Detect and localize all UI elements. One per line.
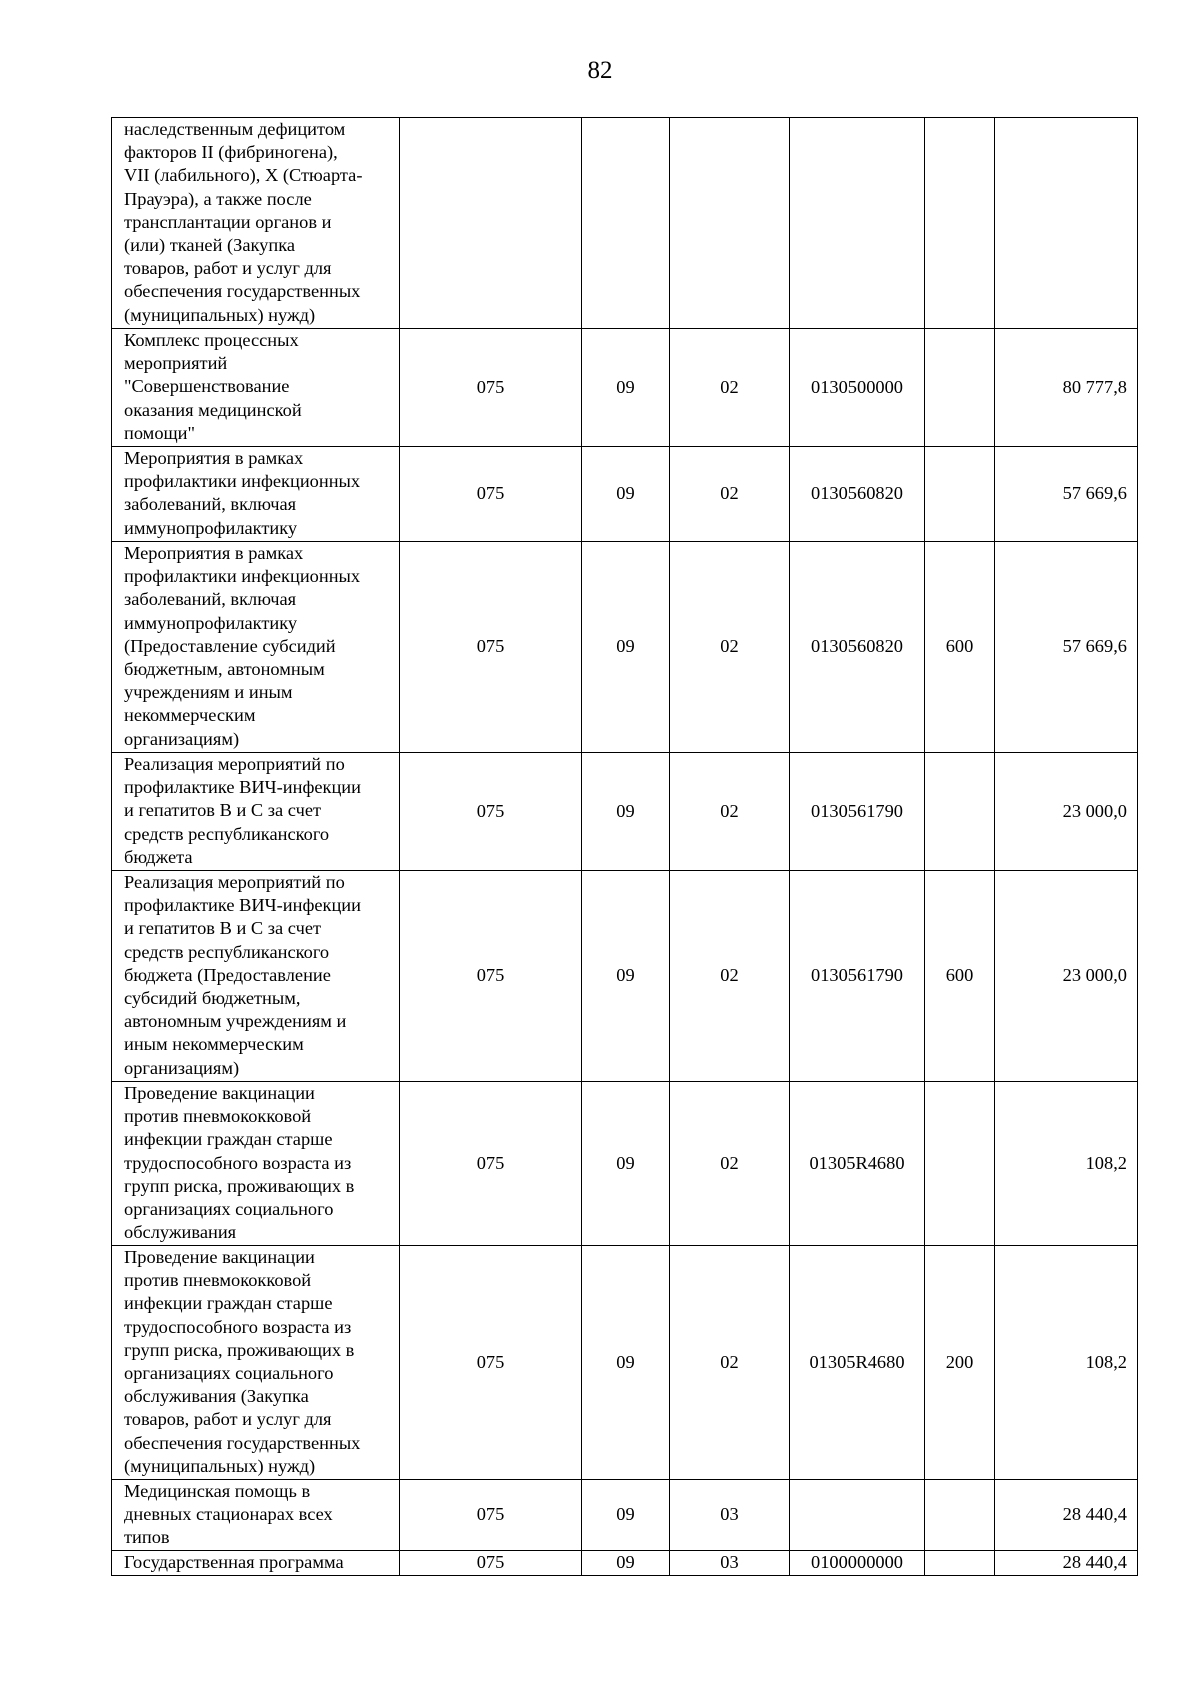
row-name-cell: Реализация мероприятий по профилактике ВИЧ-инфекции и гепатитов В и С за счет средств республиканского бюджета: [112, 753, 400, 871]
subsection-cell: 02: [670, 1246, 790, 1480]
amount-cell: 80 777,8: [995, 329, 1138, 447]
gr-code-cell: 075: [400, 447, 582, 542]
target-article-cell: 0130560820: [790, 447, 925, 542]
row-name-cell: Комплекс процессных мероприятий "Совершенствование оказания медицинской помощи": [112, 329, 400, 447]
gr-code-cell: [400, 118, 582, 329]
table-row: [112, 753, 1138, 871]
expense-type-cell: [925, 1082, 995, 1246]
amount-cell: 57 669,6: [995, 447, 1138, 542]
section-cell: 09: [582, 1551, 670, 1576]
section-cell: [582, 118, 670, 329]
section-cell: 09: [582, 329, 670, 447]
budget-table: [111, 117, 1138, 1576]
expense-type-cell: [925, 753, 995, 871]
target-article-cell: 0130561790: [790, 871, 925, 1082]
gr-code-cell: 075: [400, 1246, 582, 1480]
section-cell: 09: [582, 1246, 670, 1480]
subsection-cell: 02: [670, 542, 790, 753]
amount-cell: 28 440,4: [995, 1551, 1138, 1576]
expense-type-cell: [925, 1480, 995, 1551]
amount-cell: 23 000,0: [995, 871, 1138, 1082]
section-cell: 09: [582, 542, 670, 753]
expense-type-cell: 600: [925, 542, 995, 753]
expense-type-cell: [925, 447, 995, 542]
amount-cell: 108,2: [995, 1082, 1138, 1246]
amount-cell: 28 440,4: [995, 1480, 1138, 1551]
expense-type-cell: 600: [925, 871, 995, 1082]
table-row: [112, 447, 1138, 542]
section-cell: 09: [582, 871, 670, 1082]
row-name-cell: Реализация мероприятий по профилактике ВИЧ-инфекции и гепатитов В и С за счет средств республиканского бюджета (Предоставление субсидий бюджетным, автономным учреждениям и иным некоммерческим организациям): [112, 871, 400, 1082]
row-name-cell: Медицинская помощь в дневных стационарах всех типов: [112, 1480, 400, 1551]
target-article-cell: [790, 118, 925, 329]
table-row: [112, 1082, 1138, 1246]
amount-cell: 23 000,0: [995, 753, 1138, 871]
section-cell: 09: [582, 753, 670, 871]
target-article-cell: 0130561790: [790, 753, 925, 871]
table-row: [112, 1551, 1138, 1576]
row-name-cell: Государственная программа: [112, 1551, 400, 1576]
table-row: [112, 542, 1138, 753]
amount-cell: [995, 118, 1138, 329]
expense-type-cell: [925, 118, 995, 329]
gr-code-cell: 075: [400, 753, 582, 871]
section-cell: 09: [582, 1480, 670, 1551]
amount-cell: 57 669,6: [995, 542, 1138, 753]
gr-code-cell: 075: [400, 1480, 582, 1551]
table-row: [112, 329, 1138, 447]
amount-cell: 108,2: [995, 1246, 1138, 1480]
row-name-cell: Мероприятия в рамках профилактики инфекционных заболеваний, включая иммунопрофилактику (Предоставление субсидий бюджетным, автономным учреждениям и иным некоммерческим организациям): [112, 542, 400, 753]
page-number: 82: [587, 57, 613, 84]
gr-code-cell: 075: [400, 1082, 582, 1246]
gr-code-cell: 075: [400, 542, 582, 753]
target-article-cell: 01305R4680: [790, 1082, 925, 1246]
section-cell: 09: [582, 447, 670, 542]
gr-code-cell: 075: [400, 871, 582, 1082]
row-name-cell: Мероприятия в рамках профилактики инфекционных заболеваний, включая иммунопрофилактику: [112, 447, 400, 542]
subsection-cell: 02: [670, 1082, 790, 1246]
row-name-cell: наследственным дефицитом факторов II (фибриногена), VII (лабильного), X (Стюарта- Прауэра), а также после трансплантации органов и (или) тканей (Закупка товаров, работ и услуг для обеспечения государственных (муниципальных) нужд): [112, 118, 400, 329]
table-row: [112, 871, 1138, 1082]
subsection-cell: 02: [670, 447, 790, 542]
expense-type-cell: 200: [925, 1246, 995, 1480]
target-article-cell: 0130560820: [790, 542, 925, 753]
subsection-cell: [670, 118, 790, 329]
subsection-cell: 03: [670, 1551, 790, 1576]
subsection-cell: 02: [670, 329, 790, 447]
row-name-cell: Проведение вакцинации против пневмококковой инфекции граждан старше трудоспособного возраста из групп риска, проживающих в организациях социального обслуживания (Закупка товаров, работ и услуг для обеспечения государственных (муниципальных) нужд): [112, 1246, 400, 1480]
gr-code-cell: 075: [400, 1551, 582, 1576]
expense-type-cell: [925, 329, 995, 447]
table-row: [112, 1246, 1138, 1480]
table-row: [112, 1480, 1138, 1551]
target-article-cell: 0130500000: [790, 329, 925, 447]
subsection-cell: 03: [670, 1480, 790, 1551]
section-cell: 09: [582, 1082, 670, 1246]
subsection-cell: 02: [670, 871, 790, 1082]
expense-type-cell: [925, 1551, 995, 1576]
row-name-cell: Проведение вакцинации против пневмококковой инфекции граждан старше трудоспособного возраста из групп риска, проживающих в организациях социального обслуживания: [112, 1082, 400, 1246]
target-article-cell: 0100000000: [790, 1551, 925, 1576]
subsection-cell: 02: [670, 753, 790, 871]
gr-code-cell: 075: [400, 329, 582, 447]
table-row: [112, 118, 1138, 329]
target-article-cell: 01305R4680: [790, 1246, 925, 1480]
budget-table-body: [112, 118, 1138, 1576]
target-article-cell: [790, 1480, 925, 1551]
